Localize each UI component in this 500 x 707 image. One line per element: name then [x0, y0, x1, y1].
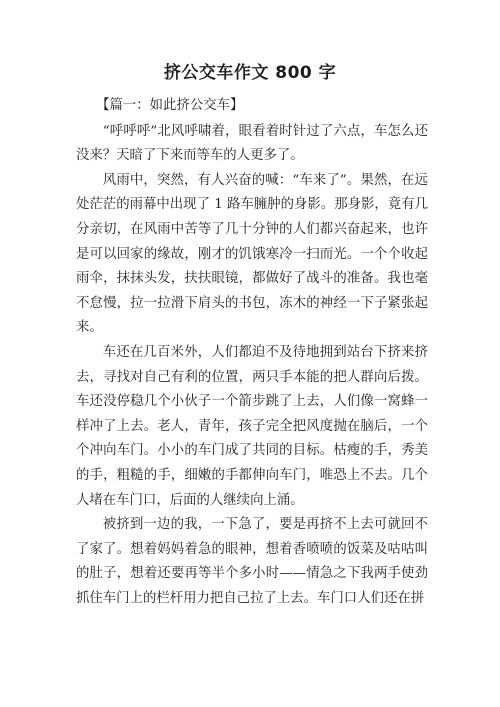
paragraph-3: 车还在几百米外，人们都迫不及待地拥到站台下挤来挤去，寻找对自己有利的位置，两只手本能的把人群向后拨。车还没停稳几个小伙子一个箭步跳了上去，人们像一窝蜂一样冲了上去。老人，青年，孩子完全把风度抛在脑后，一个个冲向车门。小小的车门成了共同的目标。枯瘦的手，秀美的手，粗糙的手，细嫩的手都伸向车门，唯恐上不去。几个人堵在车门口，后面的人继续向上涌。 — [76, 344, 428, 508]
paragraph-4: 被挤到一边的我，一下急了，要是再挤不上去可就回不了家了。想着妈妈着急的眼神，想着香喷喷的饭菜及咕咕叫的肚子，想着还要再等半个多小时——情急之下我两手使劲抓住车门上的栏杆用力把自己拉了上去。车门口人们还在拼 — [76, 517, 428, 606]
paragraph-1: “呼呼呼”北风呼啸着，眼看着时针过了六点，车怎么还没来？天暗了下来而等车的人更多了。 — [76, 123, 428, 164]
paragraph-2: 风雨中，突然，有人兴奋的喊：“车来了”。果然，在远处茫茫的雨幕中出现了 1 路车臃肿的身影。那身影，竟有几分亲切，在风雨中苦等了几十分钟的人们都兴奋起来，也许是可以回家的缘故，刚才的饥饿寒冷一扫而光。一个个收起雨伞，抹抹头发，扶扶眼镜，都做好了战斗的准备。我也毫不怠慢，拉一拉滑下肩头的书包，冻木的神经一下子紧张起来。 — [76, 172, 428, 336]
section-heading: 【篇一：如此挤公交车】 — [96, 98, 244, 113]
document-body — [76, 94, 428, 611]
document-title: 挤公交车作文 800 字 — [163, 63, 337, 83]
